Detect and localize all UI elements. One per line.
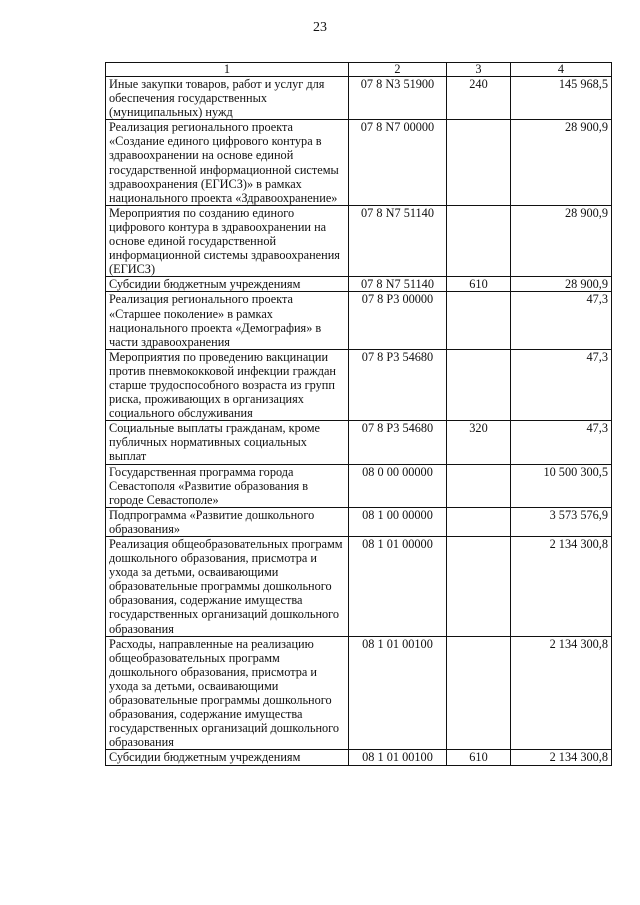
row-expense-type-cell: 320 — [447, 421, 511, 464]
row-amount-cell: 28 900,9 — [511, 120, 612, 206]
page-number: 23 — [313, 20, 327, 35]
row-code-cell: 08 1 00 00000 — [349, 507, 447, 536]
row-code-cell: 07 8 P3 54680 — [349, 349, 447, 420]
row-expense-type-cell — [447, 205, 511, 276]
budget-table — [105, 62, 612, 766]
row-amount-cell: 2 134 300,8 — [511, 537, 612, 637]
header-col-1: 1 — [106, 63, 349, 77]
row-name-cell: Социальные выплаты гражданам, кроме публичных нормативных социальных выплат — [106, 421, 349, 464]
table-row — [106, 537, 612, 637]
row-code-cell: 08 1 01 00100 — [349, 636, 447, 750]
row-amount-cell: 2 134 300,8 — [511, 750, 612, 765]
row-name-cell: Иные закупки товаров, работ и услуг для обеспечения государственных (муниципальных) нужд — [106, 77, 349, 120]
row-expense-type-cell — [447, 507, 511, 536]
row-expense-type-cell — [447, 464, 511, 507]
row-amount-cell: 3 573 576,9 — [511, 507, 612, 536]
row-amount-cell: 28 900,9 — [511, 205, 612, 276]
row-expense-type-cell: 610 — [447, 277, 511, 292]
row-name-cell: Субсидии бюджетным учреждениям — [106, 750, 349, 765]
table-row — [106, 205, 612, 276]
row-expense-type-cell — [447, 292, 511, 349]
row-code-cell: 07 8 P3 00000 — [349, 292, 447, 349]
row-amount-cell: 145 968,5 — [511, 77, 612, 120]
row-code-cell: 07 8 N3 51900 — [349, 77, 447, 120]
row-name-cell: Реализация регионального проекта «Старшее поколение» в рамках национального проекта «Демография» в части здравоохранения — [106, 292, 349, 349]
row-name-cell: Расходы, направленные на реализацию общеобразовательных программ дошкольного образования, присмотра и ухода за детьми, осваивающими образовательные программы дошкольного образования, содержание имущества государственных организаций дошкольного образования — [106, 636, 349, 750]
row-amount-cell: 47,3 — [511, 292, 612, 349]
row-expense-type-cell: 610 — [447, 750, 511, 765]
table-row — [106, 277, 612, 292]
row-name-cell: Мероприятия по проведению вакцинации против пневмококковой инфекции граждан старше трудоспособного возраста из групп риска, проживающих в организациях социального обслуживания — [106, 349, 349, 420]
row-amount-cell: 47,3 — [511, 349, 612, 420]
table-row — [106, 636, 612, 750]
row-amount-cell: 47,3 — [511, 421, 612, 464]
header-col-3: 3 — [447, 63, 511, 77]
table-row — [106, 292, 612, 349]
row-name-cell: Мероприятия по созданию единого цифрового контура в здравоохранении на основе единой государственной информационной системы здравоохранения (ЕГИСЗ) — [106, 205, 349, 276]
table-row — [106, 750, 612, 765]
header-row — [106, 63, 612, 77]
row-code-cell: 08 1 01 00000 — [349, 537, 447, 637]
row-code-cell: 07 8 P3 54680 — [349, 421, 447, 464]
row-code-cell: 07 8 N7 00000 — [349, 120, 447, 206]
row-name-cell: Подпрограмма «Развитие дошкольного образования» — [106, 507, 349, 536]
table-row — [106, 77, 612, 120]
table-row — [106, 120, 612, 206]
row-code-cell: 07 8 N7 51140 — [349, 205, 447, 276]
row-amount-cell: 28 900,9 — [511, 277, 612, 292]
row-amount-cell: 2 134 300,8 — [511, 636, 612, 750]
table-row — [106, 464, 612, 507]
header-col-2: 2 — [349, 63, 447, 77]
row-amount-cell: 10 500 300,5 — [511, 464, 612, 507]
row-code-cell: 08 0 00 00000 — [349, 464, 447, 507]
header-col-4: 4 — [511, 63, 612, 77]
row-code-cell: 08 1 01 00100 — [349, 750, 447, 765]
table-row — [106, 421, 612, 464]
row-expense-type-cell: 240 — [447, 77, 511, 120]
row-name-cell: Субсидии бюджетным учреждениям — [106, 277, 349, 292]
row-expense-type-cell — [447, 537, 511, 637]
row-expense-type-cell — [447, 349, 511, 420]
table-row — [106, 507, 612, 536]
table-body — [106, 77, 612, 766]
row-code-cell: 07 8 N7 51140 — [349, 277, 447, 292]
table-row — [106, 349, 612, 420]
row-name-cell: Реализация общеобразовательных программ дошкольного образования, присмотра и ухода за детьми, осваивающими образовательные программы дошкольного образования, содержание имущества государственных организаций дошкольного образования — [106, 537, 349, 637]
row-name-cell: Реализация регионального проекта «Создание единого цифрового контура в здравоохранении на основе единой государственной информационной системы здравоохранения (ЕГИСЗ)» в рамках национального проекта «Здравоохранение» — [106, 120, 349, 206]
row-name-cell: Государственная программа города Севастополя «Развитие образования в городе Севастополе» — [106, 464, 349, 507]
row-expense-type-cell — [447, 120, 511, 206]
table-header — [106, 63, 612, 77]
row-expense-type-cell — [447, 636, 511, 750]
